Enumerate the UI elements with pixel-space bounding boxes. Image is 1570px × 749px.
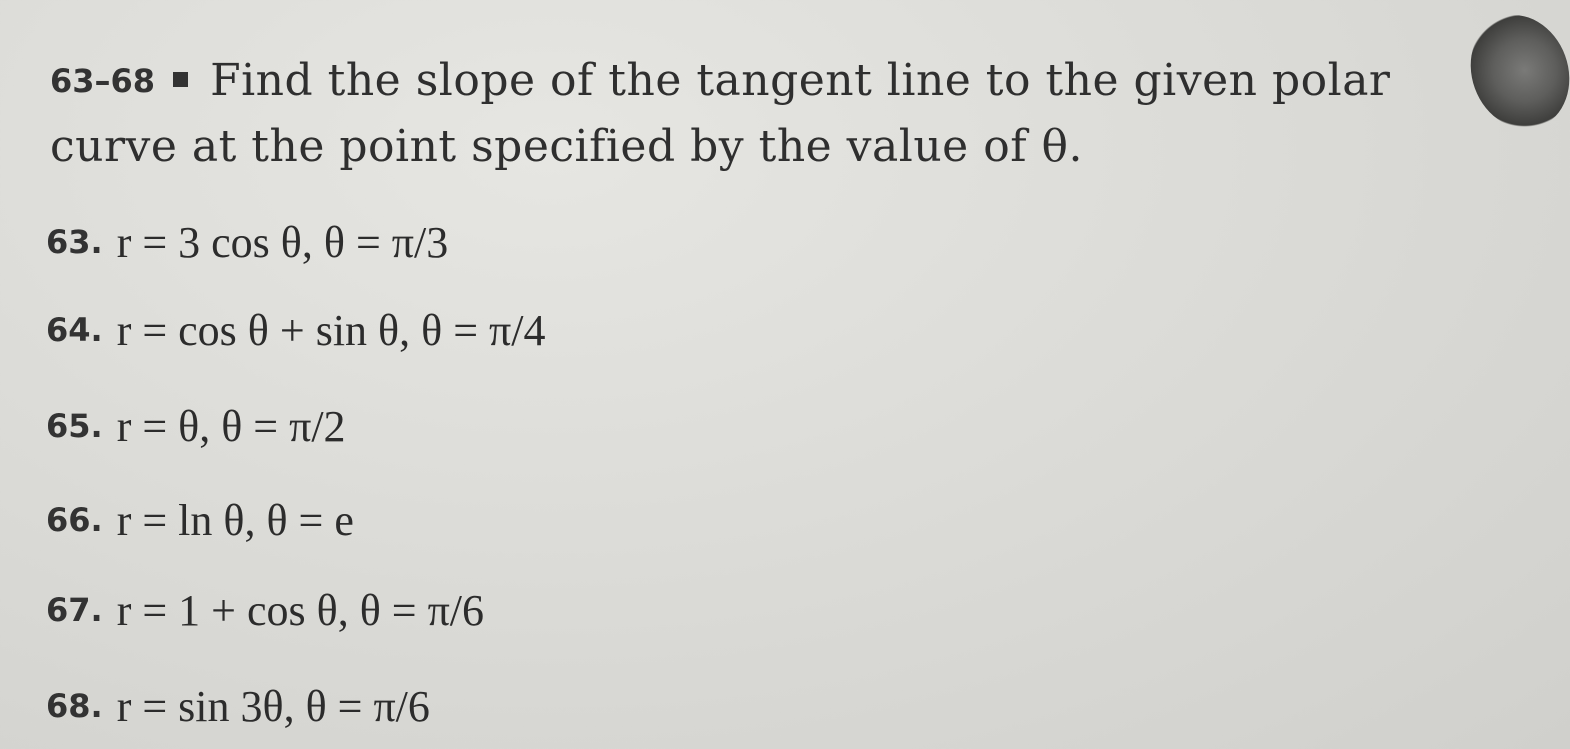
exercise-number: 63.: [46, 223, 103, 261]
exercise-68: [46, 676, 430, 736]
square-bullet-icon: [173, 72, 188, 87]
exercise-66: [46, 490, 354, 550]
exercise-64: [46, 300, 545, 360]
exercise-equation: r = 1 + cos θ, θ = π/6: [116, 585, 485, 635]
exercise-equation: r = cos θ + sin θ, θ = π/4: [116, 305, 546, 355]
exercise-equation: r = sin 3θ, θ = π/6: [116, 681, 430, 731]
exercise-number: 64.: [46, 311, 103, 349]
exercise-equation: r = 3 cos θ, θ = π/3: [116, 217, 449, 267]
instructions-block: [50, 48, 1470, 180]
exercise-equation: r = ln θ, θ = e: [116, 495, 354, 545]
exercise-range: 63–68: [50, 62, 156, 100]
exercise-63: [46, 212, 448, 272]
binder-ring: [1455, 1, 1570, 143]
exercise-number: 67.: [46, 591, 103, 629]
exercise-65: [46, 396, 346, 456]
exercise-67: [46, 580, 484, 640]
exercise-number: 66.: [46, 501, 103, 539]
exercise-number: 65.: [46, 407, 103, 445]
exercise-number: 68.: [46, 687, 103, 725]
exercise-equation: r = θ, θ = π/2: [116, 401, 346, 451]
instructions-text: Find the slope of the tangent line to the given polar curve at the point specified by the value of θ.: [50, 55, 1391, 172]
